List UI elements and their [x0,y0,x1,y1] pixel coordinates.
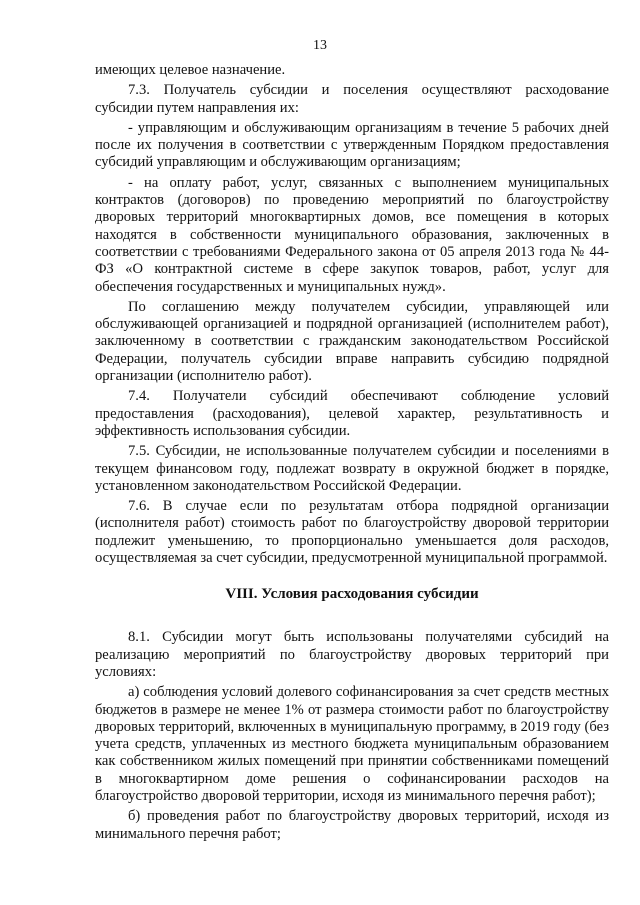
paragraph-agreement: По соглашению между получателем субсидии, управляющей или обслуживающей организацией и подрядной организацией (исполнителем работ), заключенному в соответствии с гражданским законодательством Российской Федерации, получатель субсидии вправе направить субсидию подрядной организации (исполнителю работ). [95,298,609,385]
paragraph-8-1-b: б) проведения работ по благоустройству дворовых территорий, исходя из минимального перечня работ; [95,808,609,842]
paragraph-7-4: 7.4. Получатели субсидий обеспечивают соблюдение условий предоставления (расходования), целевой характер, результативность и эффективность использования субсидии. [95,388,609,439]
paragraph: имеющих целевое назначение. [95,62,286,78]
paragraph-8-1-a: а) соблюдения условий долевого софинансирования за счет средств местных бюджетов в размере не менее 1% от размера стоимости работ по благоустройству дворовых территорий, включенных в муниципальную программу, в 2019 году (без учета средств, уплаченных из местного бюджета муниципальным образованием как собственником жилых помещений при принятии собственниками помещений в многоквартирном доме решения о софинансировании расходов на благоустройство дворовой территории, исходя из минимального перечня работ); [95,684,609,804]
page-body [95,62,609,846]
paragraph-7-6: 7.6. В случае если по результатам отбора подрядной организации (исполнителя работ) стоимость работ по благоустройству дворовой территории подлежит уменьшению, то пропорционально уменьшается доля расходов, осуществляемая за счет субсидии, предусмотренной муниципальной программой. [95,498,609,567]
paragraph-7-5: 7.5. Субсидии, не использованные получателем субсидии и поселениями в текущем финансовом году, подлежат возврату в окружной бюджет в порядке, установленном законодательством Российской Федерации. [95,443,609,494]
section-heading: VIII. Условия расходования субсидии [225,586,479,603]
paragraph-7-3-item-2: - на оплату работ, услуг, связанных с выполнением муниципальных контрактов (договоров) по проведению мероприятий по благоустройству дворовых территорий многоквартирных домов, все помещения в которых находятся в собственности муниципального образования, заключенных в соответствии с требованиями Федерального закона от 05 апреля 2013 года № 44-ФЗ «О контрактной системе в сфере закупок товаров, работ, услуг для обеспечения государственных и муниципальных нужд». [95,174,609,295]
paragraph-8-1: 8.1. Субсидии могут быть использованы получателями субсидий на реализацию мероприятий по благоустройству дворовых территорий при условиях: [95,629,609,680]
paragraph-7-3-item-1: - управляющим и обслуживающим организациям в течение 5 рабочих дней после их получения в соответствии с утвержденным Порядком предоставления субсидий управляющим и обслуживающим организациям; [95,119,609,171]
paragraph-7-3: 7.3. Получатель субсидии и поселения осуществляют расходование субсидии путем направления их: [95,82,609,116]
page-number: 13 [313,38,327,53]
